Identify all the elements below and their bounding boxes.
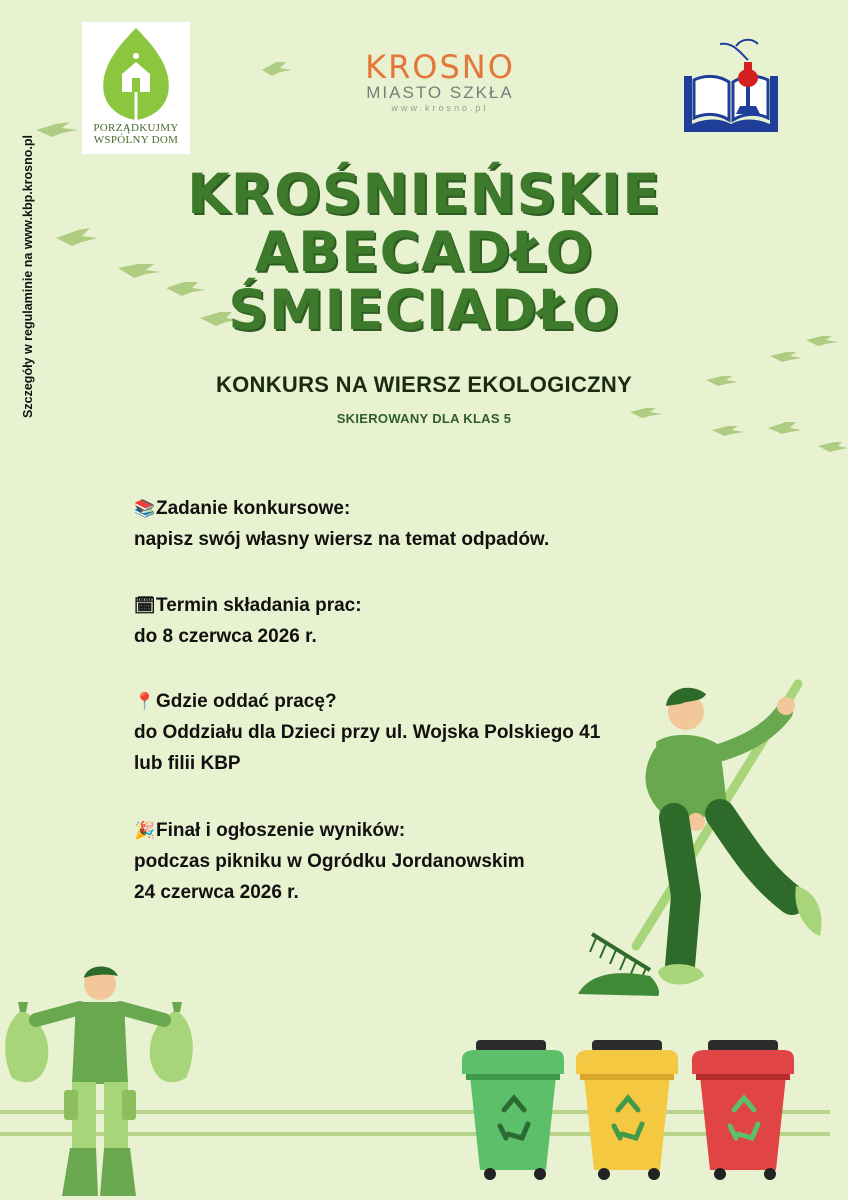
man-raking-illustration-icon [570,676,840,1000]
title-line-2: ABECADŁO [254,220,594,284]
side-note-text: Szczegóły w regulaminie na www.kbp.krosno.pl [21,135,35,418]
krosno-logo-subtitle: MIASTO SZKŁA [366,83,514,102]
calendar-icon: 🗓 [134,596,156,615]
title-line-1: KROŚNIEŃSKIE [187,162,661,226]
info-heading: Finał i ogłoszenie wyników: [156,820,406,841]
info-heading: Gdzie oddać pracę? [156,691,337,712]
title-line-3: ŚMIECIADŁO [228,278,620,342]
logo-text-line-2: WSPÓLNY DOM [93,134,179,146]
contest-audience: SKIEROWANY DLA KLAS 5 [336,411,512,426]
info-block-deadline [134,590,694,652]
info-line: napisz swój własny wiersz na temat odpadów. [134,529,550,550]
krosno-logo-title: KROSNO [365,48,515,86]
info-block-task [134,493,694,555]
pin-icon: 📍 [134,692,156,711]
info-line: podczas pikniku w Ogródku Jordanowskim [134,851,525,872]
man-with-bags-illustration-icon [0,962,200,1200]
recycling-bins-icon [456,1038,812,1188]
info-heading: Zadanie konkursowe: [156,498,351,519]
red-bin-icon [692,1040,794,1180]
krosno-logo-url: www.krosno.pl [391,103,489,113]
info-line: do Oddziału dla Dzieci przy ul. Wojska Polskiego 41 [134,722,601,743]
party-popper-icon: 🎉 [134,821,156,840]
info-line: 24 czerwca 2026 r. [134,882,299,903]
info-heading: Termin składania prac: [156,595,362,616]
info-line: lub filii KBP [134,753,241,774]
yellow-bin-icon [576,1040,678,1180]
contest-subtitle: KONKURS NA WIERSZ EKOLOGICZNY [215,372,633,397]
main-title [150,162,698,342]
info-line: do 8 czerwca 2026 r. [134,626,317,647]
books-icon: 📚 [134,499,156,518]
green-bin-icon [462,1040,564,1180]
logo-text-line-1: PORZĄDKUJMY [93,122,179,134]
